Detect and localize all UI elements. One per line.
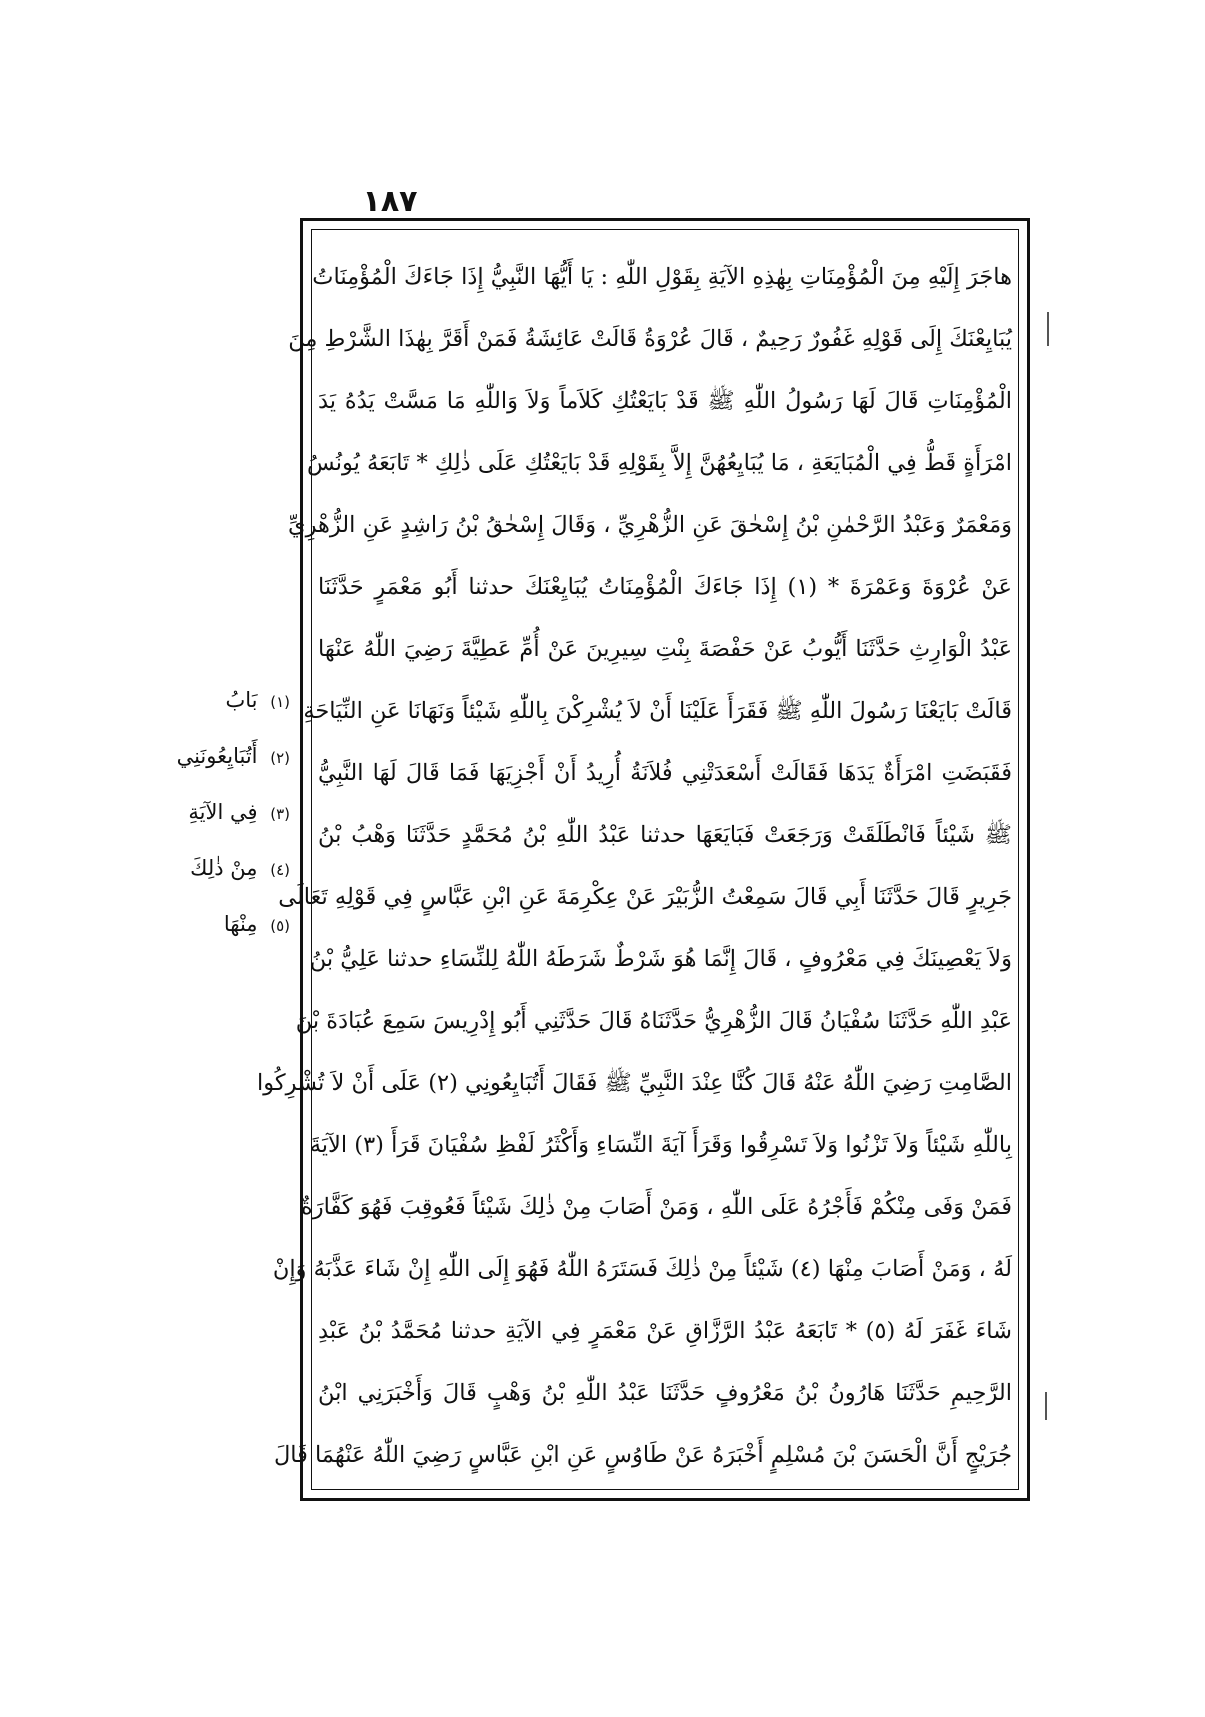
text-line: شَاءَ غَفَرَ لَهُ (٥) * تَابَعَهُ عَبْدُ الرَّزَّاقِ عَنْ مَعْمَرٍ فِي الآيَةِ حدثنا مُحَمَّدُ بْنُ عَبْدِ xyxy=(318,1318,1012,1344)
text-line: جَرِيرٍ قَالَ حَدَّثَنَا أَبِي قَالَ سَمِعْتُ الزُّبَيْرَ عَنْ عِكْرِمَةَ عَنِ ابْنِ عَبَّاسٍ فِي قَوْلِهِ تَعَالَى xyxy=(278,884,1012,910)
margin-note xyxy=(150,672,290,728)
text-line: ﷺ شَيْئاً فَانْطَلَقَتْ وَرَجَعَتْ فَبَايَعَهَا حدثنا عَبْدُ اللّٰهِ بْنُ مُحَمَّدٍ حَدَّثَنَا وَهْبُ بْنُ xyxy=(318,822,1012,848)
margin-note-text: فِي الآيَةِ xyxy=(188,800,258,824)
margin-note xyxy=(150,784,290,840)
text-line: فَمَنْ وَفَى مِنْكُمْ فَأَجْرُهُ عَلَى اللّٰهِ ، وَمَنْ أَصَابَ مِنْ ذٰلِكَ شَيْئاً فَعُوقِبَ فَهُوَ كَفَّارَةٌ xyxy=(300,1194,1012,1220)
text-line: وَمَعْمَرٌ وَعَبْدُ الرَّحْمٰنِ بْنُ إِسْحٰقَ عَنِ الزُّهْرِيِّ ، وَقَالَ إِسْحٰقُ بْنُ رَاشِدٍ عَنِ الزُّهْرِيِّ xyxy=(288,512,1012,538)
margin-note-text: بَابُ xyxy=(225,688,258,712)
margin-note-number: (٤) xyxy=(270,861,290,879)
text-line: عَبْدُ الْوَارِثِ حَدَّثَنَا أَيُّوبُ عَنْ حَفْصَةَ بِنْتِ سِيرِينَ عَنْ أُمِّ عَطِيَّةَ رَضِيَ اللّٰهُ عَنْهَا xyxy=(318,636,1012,662)
margin-note-text: مِنْهَا xyxy=(223,912,258,936)
text-line: لَهُ ، وَمَنْ أَصَابَ مِنْهَا (٤) شَيْئاً مِنْ ذٰلِكَ فَسَتَرَهُ اللّٰهُ فَهُوَ إِلَى اللّٰهِ إِنْ شَاءَ عَذَّبَهُ وَإِنْ xyxy=(272,1256,1012,1282)
margin-note-number: (٣) xyxy=(270,805,290,823)
margin-note xyxy=(150,728,290,784)
margin-note-text: مِنْ ذٰلِكَ xyxy=(190,856,258,880)
margin-note xyxy=(150,896,290,952)
main-text-block xyxy=(257,246,1012,1486)
margin-note-number: (١) xyxy=(270,693,290,711)
margin-notes xyxy=(150,672,290,1032)
text-line: بِاللّٰهِ شَيْئاً وَلاَ تَزْنُوا وَلاَ تَسْرِقُوا وَقَرَأَ آيَةَ النِّسَاءِ وَأَكْثَرُ لَفْظِ سُفْيَانَ قَرَأَ (٣) الآيَةَ xyxy=(309,1132,1012,1158)
text-line: الْمُؤْمِنَاتِ قَالَ لَهَا رَسُولُ اللّٰهِ ﷺ قَدْ بَايَعْتُكِ كَلاَماً وَلاَ وَاللّٰهِ مَا مَسَّتْ يَدُهُ يَدَ xyxy=(318,388,1012,414)
margin-mark xyxy=(1045,1392,1047,1420)
margin-mark xyxy=(1047,312,1049,346)
margin-note-number: (٢) xyxy=(270,749,290,767)
page-number: ١٨٧ xyxy=(362,184,418,219)
text-line: الصَّامِتِ رَضِيَ اللّٰهُ عَنْهُ قَالَ كُنَّا عِنْدَ النَّبِيِّ ﷺ فَقَالَ أَتُبَايِعُونِي (٢) عَلَى أَنْ لاَ تُشْرِكُوا xyxy=(257,1070,1012,1096)
text-line: عَنْ عُرْوَةَ وَعَمْرَةَ * (١) إِذَا جَاءَكَ الْمُؤْمِنَاتُ يُبَايِعْنَكَ حدثنا أَبُو مَعْمَرٍ حَدَّثَنَا xyxy=(318,574,1012,600)
text-line: الرَّحِيمِ حَدَّثَنَا هَارُونُ بْنُ مَعْرُوفٍ حَدَّثَنَا عَبْدُ اللّٰهِ بْنُ وَهْبٍ قَالَ وَأَخْبَرَنِي ابْنُ xyxy=(318,1380,1012,1406)
text-line: جُرَيْجٍ أَنَّ الْحَسَنَ بْنَ مُسْلِمٍ أَخْبَرَهُ عَنْ طَاوُسٍ عَنِ ابْنِ عَبَّاسٍ رَضِيَ اللّٰهُ عَنْهُمَا قَالَ xyxy=(273,1442,1012,1468)
margin-note xyxy=(150,840,290,896)
text-line: هاجَرَ إِلَيْهِ مِنَ الْمُؤْمِنَاتِ بِهٰذِهِ الآيَةِ بِقَوْلِ اللّٰهِ : يَا أَيُّهَا النَّبِيُّ إِذَا جَاءَكَ الْمُؤْمِنَاتُ xyxy=(312,264,1012,290)
text-line: عَبْدِ اللّٰهِ حَدَّثَنَا سُفْيَانُ قَالَ الزُّهْرِيُّ حَدَّثَنَاهُ قَالَ حَدَّثَنِي أَبُو إِدْرِيسَ سَمِعَ عُبَادَةَ بْنَ xyxy=(295,1008,1012,1034)
margin-note-text: أَتُبَايِعُونَنِي xyxy=(176,744,258,768)
text-line: يُبَايِعْنَكَ إِلَى قَوْلِهِ غَفُورٌ رَحِيمٌ ، قَالَ عُرْوَةُ قَالَتْ عَائِشَةُ فَمَنْ أَقَرَّ بِهٰذَا الشَّرْطِ مِنَ xyxy=(288,326,1012,352)
text-line: فَقَبَضَتِ امْرَأَةٌ يَدَهَا فَقَالَتْ أَسْعَدَتْنِي فُلاَنَةُ أُرِيدُ أَنْ أَجْزِيَهَا فَمَا قَالَ لَهَا النَّبِيُّ xyxy=(318,760,1012,786)
margin-note-number: (٥) xyxy=(270,917,290,935)
text-line: وَلاَ يَعْصِينَكَ فِي مَعْرُوفٍ ، قَالَ إِنَّمَا هُوَ شَرْطٌ شَرَطَهُ اللّٰهُ لِلنِّسَاءِ حدثنا عَلِيُّ بْنُ xyxy=(309,946,1012,972)
text-line: امْرَأَةٍ قَطُّ فِي الْمُبَايَعَةِ ، مَا يُبَايِعُهُنَّ إِلاَّ بِقَوْلِهِ قَدْ بَايَعْتُكِ عَلَى ذٰلِكِ * تَابَعَهُ يُونُسُ xyxy=(307,450,1012,476)
text-line: قَالَتْ بَايَعْنَا رَسُولَ اللّٰهِ ﷺ فَقَرَأَ عَلَيْنَا أَنْ لاَ يُشْرِكْنَ بِاللّٰهِ شَيْئاً وَنَهَانَا عَنِ النِّيَاحَةِ xyxy=(303,698,1012,724)
